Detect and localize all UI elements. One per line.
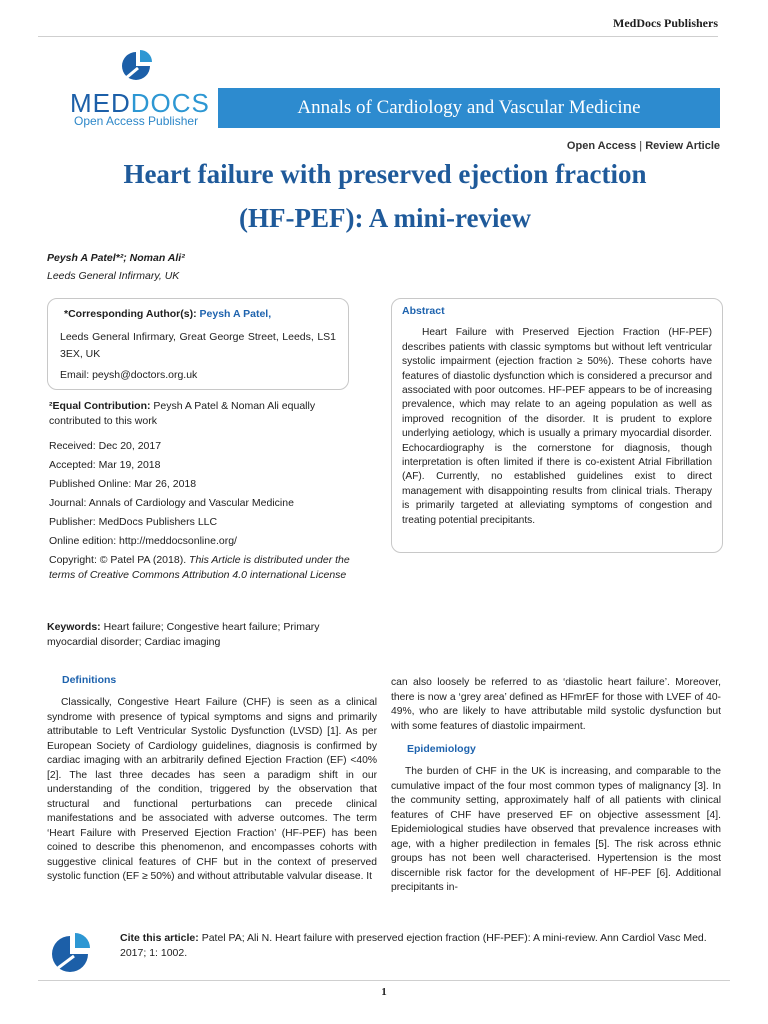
publisher-name: MedDocs Publishers: [613, 16, 718, 30]
equal-contribution: ²Equal Contribution: Peysh A Patel & Noman Ali equally contributed to this work: [49, 400, 316, 427]
meddocs-logo: [66, 48, 216, 128]
title-line-2: (HF-PEF): A mini-review: [239, 203, 531, 233]
access-label: Open Access: [566, 140, 637, 152]
logo-mark-icon: [116, 48, 156, 88]
author-list: Peysh A Patel*²; Noman Ali²: [47, 252, 185, 264]
epidemiology-heading: Epidemiology: [407, 743, 476, 755]
definitions-heading: Definitions: [62, 674, 117, 686]
journal-line: Journal: Annals of Cardiology and Vascular Medicine: [49, 497, 294, 509]
definitions-continued-text: can also loosely be referred to as ‘diastolic heart failure’. Moreover, there is now a ‘grey area’ defined as HFmrEF for those with LVEF of 40-49%, who are likely to have attributable mild systolic dysfunction but with some features of diastolic impairment.: [391, 677, 721, 732]
logo-tagline: Open Access Publisher: [74, 114, 199, 128]
abstract-heading: Abstract: [402, 305, 445, 317]
corresponding-address: Leeds General Infirmary, Great George Street, Leeds, LS1 3EX, UK: [60, 331, 336, 360]
copyright: Copyright: © Patel PA (2018). This Article is distributed under the terms of Creative Commons Attribution 4.0 international License: [49, 554, 350, 581]
corresponding-author-box: [47, 298, 349, 390]
article-type: [567, 140, 720, 152]
page-number: 1: [381, 986, 387, 998]
corresponding-label: *Corresponding Author(s):: [64, 308, 197, 320]
journal-title: Annals of Cardiology and Vascular Medicine: [297, 97, 641, 118]
article-metadata: [49, 399, 359, 587]
affiliation: Leeds General Infirmary, UK: [47, 270, 180, 282]
publisher-line: Publisher: MedDocs Publishers LLC: [49, 516, 218, 528]
cite-logo-icon: [48, 930, 98, 976]
epidemiology-text: The burden of CHF in the UK is increasing, and comparable to the cumulative impact of the four most common types of malignancy [3]. In the community setting, approximately half of all patients with clinical features of CHF have preserved EF on objective assessment [4]. Epidemiological studies have observed that prevalence increases with age, with a higher predilection in females [5]. The risk across ethnic groups has not been well characterised. Hypertension is the most discernible risk factor for the development of HF-PEF [6]. Additional precipitants in-: [391, 766, 721, 893]
corresponding-name[interactable]: Peysh A Patel,: [199, 308, 272, 320]
type-separator: |: [639, 140, 643, 152]
keywords: Keywords: Heart failure; Congestive heart failure; Primary myocardial disorder; Cardiac imaging: [47, 621, 320, 648]
bottom-divider: [38, 980, 730, 981]
cite-this-article: Cite this article: Patel PA; Ali N. Heart failure with preserved ejection fraction (HF-PEF): A mini-review. Ann Cardiol Vasc Med. 2017; 1: 1002.: [120, 932, 707, 959]
received-date: Received: Dec 20, 2017: [49, 440, 162, 452]
article-title: [40, 152, 730, 240]
online-edition[interactable]: Online edition: http://meddocsonline.org/: [49, 535, 237, 547]
accepted-date: Accepted: Mar 19, 2018: [49, 459, 161, 471]
corresponding-email[interactable]: Email: peysh@doctors.org.uk: [60, 369, 198, 381]
published-date: Published Online: Mar 26, 2018: [49, 478, 197, 490]
journal-title-bar: [218, 88, 720, 128]
abstract-box: [391, 298, 723, 553]
title-line-1: Heart failure with preserved ejection fraction: [123, 159, 647, 189]
definitions-text: Classically, Congestive Heart Failure (CHF) is seen as a clinical syndrome with presence of typical symptoms and signs and primarily attributable to Left Ventricular Systolic Dysfunction (LVSD) [1]. As per European Society of Cardiology guidelines, diagnosis is confirmed by cardiac imaging with an arbitrarily defined Ejection Fraction (EF) <40% [2]. The last three decades has seen a paradigm shift in our understanding of the condition, triggered by the observation that structural and functional perturbations can precede clinical manifestations and be associated with adverse outcomes. The term ‘Heart Failure with Preserved Ejection Fraction’ (HF-PEF) has been coined to describe this phenomenon, and encompasses cohorts with suggestive clinical features of CHF but in the context of preserved systolic function (EF ≥ 50%) and without attributable valvular disease. It: [47, 697, 377, 882]
abstract-text: Heart Failure with Preserved Ejection Fraction (HF-PEF) describes patients with classic symptoms but without left ventricular systolic impairment (ejection fraction ≥ 50%). These cohorts have features of diastolic dysfunction which is considered a precursor and associated with poor outcomes. HF-PEF appears to be of increasing prevalence, which may relate to an ageing population as well as improved recognition of the disorder. It is prudent to explore underlying aetiology, which is usually a primary myocardial disorder. Echocardiography is the cornerstone for diagnosis, though interpretation is often limited if there is co-existent Atrial Fibrillation (AF). Currently, no established guidelines exist to direct management with disappointing results from clinical trials. Therapy is primarily targeted at alleviating symptoms of congestion and treating potential precipitants.: [402, 327, 712, 526]
review-label: Review Article: [645, 140, 720, 152]
logo-wordmark: MEDDOCS: [70, 88, 210, 118]
top-divider: [38, 36, 718, 37]
